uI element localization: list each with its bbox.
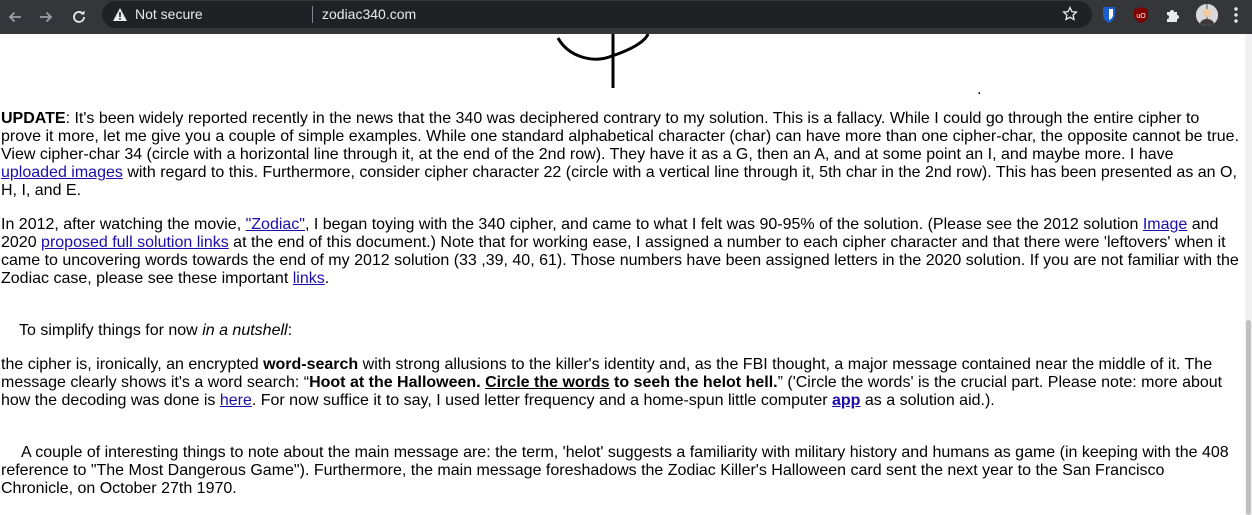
forward-button[interactable] <box>33 4 59 30</box>
address-bar[interactable] <box>102 1 1092 28</box>
update-text-1: : It's been widely reported recently in the news that the 340 was deciphered contrary to my solution. This is a fallacy. While I could go through the entire cipher to prove it more, let me give you a couple of simple examples. While one standard alphabetical character (char) can have more than one cipher-char, the opposite cannot be true. View cipher-char 34 (circle with a horizontal line through it, at the end of the 2nd row). They have it as a G, then an A, and at some point an I, and maybe more. I have <box>1 110 1240 163</box>
browser-toolbar <box>0 0 1252 34</box>
page-viewport <box>0 34 1245 515</box>
nutshell-paragraph <box>1 322 1239 340</box>
cipher-symbol-image <box>550 34 660 92</box>
intro-text-4: at the end of this document.) Note that for working ease, I assigned a number to each cipher character and that there were 'leftovers' when it came to uncovering words towards the end of my 2012 solution (33 ,39, 40, 61). Those numbers have been assigned letters in the 2020 solution. If you are not familiar with the Zodiac case, please see these important <box>1 234 1239 287</box>
warning-icon[interactable] <box>112 7 128 22</box>
intro-paragraph <box>1 216 1239 288</box>
bookmark-star-icon[interactable] <box>1062 6 1078 22</box>
important-links-link[interactable]: links <box>292 270 325 287</box>
here-link[interactable]: here <box>219 392 252 409</box>
proposed-solution-links-link[interactable]: proposed full solution links <box>41 234 229 251</box>
nutshell-text-2: : <box>287 322 293 339</box>
intro-text-5: . <box>324 270 330 287</box>
message-bold-1: Hoot at the Halloween. <box>309 374 486 391</box>
update-paragraph <box>1 110 1239 200</box>
reload-button[interactable] <box>66 4 92 30</box>
article-body <box>1 110 1239 498</box>
extensions-puzzle-icon[interactable] <box>1163 5 1183 25</box>
reload-icon <box>71 9 87 25</box>
back-button[interactable] <box>2 4 28 30</box>
profile-avatar[interactable] <box>1196 4 1218 26</box>
cipher-text-1: the cipher is, ironically, an encrypted <box>1 356 264 373</box>
solution-image-link[interactable]: Image <box>1142 216 1188 233</box>
update-text-2: with regard to this. Furthermore, consider cipher character 22 (circle with a vertical line through it, 5th char in the 2nd row). This has been presented as an O, H, I, and E. <box>1 164 1237 199</box>
nutshell-text-1: To simplify things for now <box>19 322 203 339</box>
svg-text:uO: uO <box>1136 13 1146 20</box>
circle-the-words-bold: Circle the words <box>485 374 610 391</box>
more-vert-icon[interactable] <box>1230 6 1242 24</box>
cipher-text-2: with strong allusions to the killer's identity and, as the FBI thought, a major message contained near the middle of it. The message clearly shows it's a word search: “ <box>1 356 1213 391</box>
page-scrollbar[interactable] <box>1245 34 1252 515</box>
nutshell-emphasis: in a nutshell <box>202 322 288 339</box>
arrow-left-icon <box>7 9 23 25</box>
security-label[interactable]: Not secure <box>135 6 203 22</box>
cipher-text-3: ” ('Circle the words' is the crucial part. Please note: more about how the decoding was done is <box>1 374 1223 409</box>
message-bold-2: to seeh the helot hell. <box>609 374 778 391</box>
cipher-paragraph <box>1 356 1239 410</box>
stray-dot: . <box>977 81 982 98</box>
intro-text-2: , I began toying with the 340 cipher, and came to what I felt was 90-95% of the solution. (Please see the 2012 solution <box>304 216 1143 233</box>
scrollbar-thumb[interactable] <box>1246 320 1251 515</box>
bitwarden-extension-icon[interactable] <box>1099 5 1119 25</box>
word-search-bold: word-search <box>263 356 359 373</box>
app-link[interactable]: app <box>831 392 861 409</box>
intro-text-3: and 2020 <box>1 216 1219 251</box>
cipher-text-4: . For now suffice it to say, I used letter frequency and a home-spun little computer <box>251 392 832 409</box>
ublock-extension-icon[interactable] <box>1131 5 1151 25</box>
address-bar-divider <box>312 6 313 23</box>
zodiac-movie-link[interactable]: "Zodiac" <box>245 216 305 233</box>
interesting-things-paragraph: A couple of interesting things to note about the main message are: the term, 'helot' suggests a familiarity with military history and humans as game (in keeping with the 408 reference to "The Most Dangerous Game"). Furthermore, the main message foreshadows the Zodiac Killer's Halloween card sent the next year to the San Francisco Chronicle, on October 27th 1970. <box>1 444 1229 497</box>
cipher-text-5: as a solution aid.). <box>860 392 995 409</box>
uploaded-images-link[interactable]: uploaded images <box>1 164 123 181</box>
arrow-right-icon <box>38 9 54 25</box>
url-text[interactable]: zodiac340.com <box>322 6 417 22</box>
update-label: UPDATE <box>1 110 66 127</box>
intro-text-1: In 2012, after watching the movie, <box>1 216 246 233</box>
